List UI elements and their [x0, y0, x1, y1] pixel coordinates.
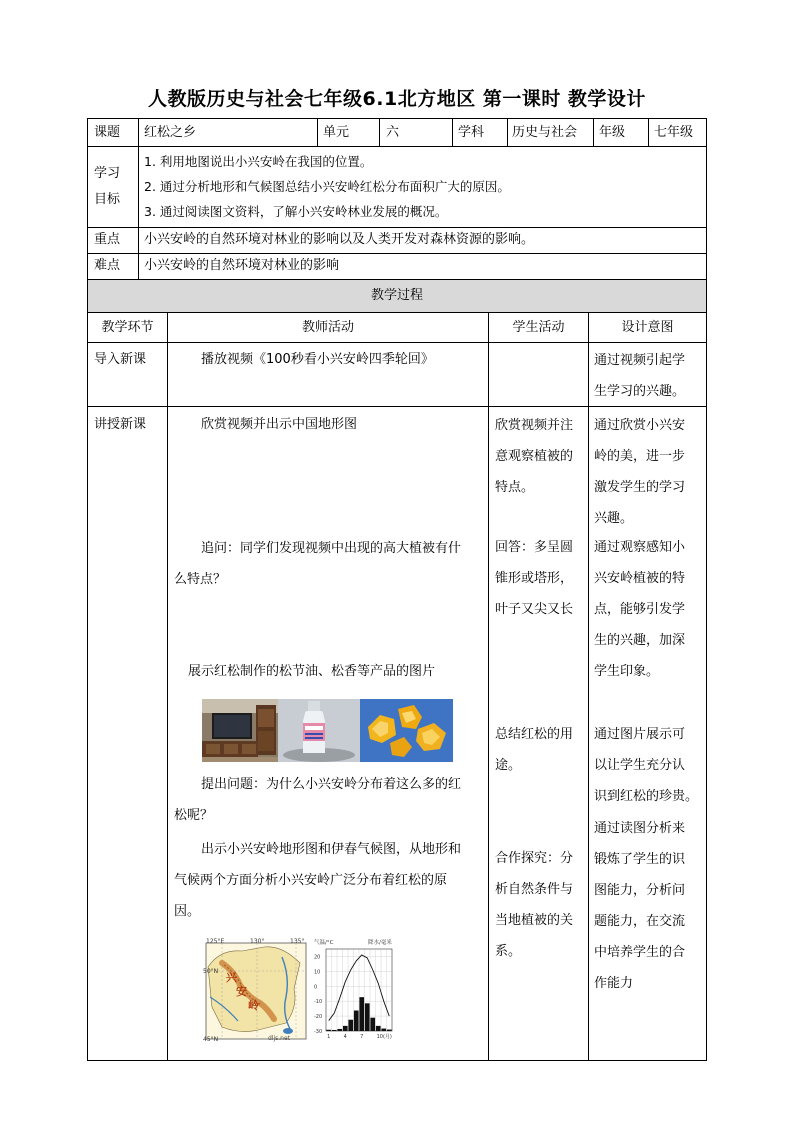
goal-item-2: 2. 通过分析地形和气候图总结小兴安岭红松分布面积广大的原因。: [144, 179, 510, 194]
lon-label-135: 135°: [290, 938, 305, 945]
lecture-teacher-1: 欣赏视频并出示中国地形图: [201, 417, 358, 432]
precip-bar: [370, 1018, 375, 1031]
intro-intent: 通过视频引起学 生学习的兴趣。: [594, 353, 686, 399]
subject-label: 学科: [458, 125, 485, 140]
intro-teacher: 播放视频《100秒看小兴安岭四季轮回》: [201, 352, 434, 367]
student-activity-3: 总结红松的用 途。: [495, 727, 574, 773]
precip-bar: [376, 1026, 381, 1031]
photo-turpentine-bottle: [278, 699, 360, 762]
col-header-intent: 设计意图: [621, 320, 674, 335]
temp-tick-label: -10: [314, 999, 323, 1006]
photo-furniture: [202, 699, 278, 762]
lat-label-45: 45°N: [203, 1036, 219, 1043]
goals-label-1: 学习: [94, 166, 121, 181]
lon-label-125: 125°E: [206, 938, 225, 945]
grade-label: 年级: [599, 125, 626, 140]
photo-rosin: [360, 699, 453, 762]
lecture-teacher-3: 展示红松制作的松节油、松香等产品的图片: [188, 664, 436, 679]
month-tick-label: 4: [343, 1034, 347, 1040]
unit-value: 六: [386, 125, 400, 140]
precip-bar: [343, 1026, 348, 1031]
precip-bar: [348, 1020, 353, 1031]
precip-bar: [337, 1029, 342, 1031]
lecture-teacher-4: 提出问题：为什么小兴安岭分布着这么多的红 松呢？: [174, 777, 462, 823]
precip-unit-label: 降水/毫米: [368, 940, 392, 946]
col-header-student: 学生活动: [512, 320, 565, 335]
intro-stage: 导入新课: [94, 352, 147, 367]
design-intent-1: 通过欣赏小兴安 岭的美，进一步 激发学生的学习 兴趣。: [594, 418, 686, 526]
goal-item-3: 3. 通过阅读图文资料，了解小兴安岭林业发展的概况。: [144, 204, 448, 219]
temp-tick-label: -20: [314, 1014, 323, 1021]
precip-bar: [326, 1030, 331, 1031]
page-title: 人教版历史与社会七年级6.1北方地区 第一课时 教学设计: [148, 88, 646, 110]
precip-bar: [381, 1029, 386, 1031]
difficulty-value: 小兴安岭的自然环境对林业的影响: [144, 258, 340, 273]
design-intent-4: 通过读图分析来 锻炼了学生的识 图能力，分析问 题能力，在交流 中培养学生的合 作能力: [594, 821, 686, 991]
lecture-teacher-5: 出示小兴安岭地形图和伊春气候图，从地形和 气候两个方面分析小兴安岭广泛分布着红松的原 因。: [174, 842, 462, 919]
design-intent-3: 通过图片展示可 以让学生充分认 识到红松的珍贵。: [594, 727, 699, 804]
process-header: 教学过程: [370, 288, 423, 303]
month-tick-label: 7: [360, 1034, 364, 1040]
temp-tick-label: -30: [314, 1029, 323, 1035]
key-point-value: 小兴安岭的自然环境对林业的影响以及人类开发对森林资源的影响。: [144, 232, 535, 247]
precip-bar: [359, 997, 364, 1031]
design-intent-2: 通过观察感知小 兴安岭植被的特 点，能够引发学 生的兴趣，加深 学生印象。: [594, 540, 686, 679]
temp-unit-label: 气温/°C: [314, 940, 334, 946]
place-char-1: 兴: [226, 971, 237, 984]
grade-value: 七年级: [654, 125, 694, 140]
goals-label-2: 目标: [94, 192, 121, 207]
temp-tick-label: 0: [314, 984, 318, 991]
precip-bar: [332, 1030, 337, 1031]
student-activity-2: 回答：多呈圆 锥形或塔形， 叶子又尖又长: [495, 540, 574, 617]
col-header-stage: 教学环节: [101, 320, 154, 335]
month-tick-label: 1: [327, 1034, 331, 1040]
subject-value: 历史与社会: [512, 125, 578, 140]
precip-bar: [387, 1030, 392, 1031]
precip-bar: [365, 1003, 370, 1031]
precip-bar: [354, 1011, 359, 1032]
yichun-climate-chart: [312, 937, 404, 1043]
place-char-3: 岭: [248, 999, 259, 1012]
lecture-stage: 讲授新课: [94, 417, 147, 432]
map-watermark: dljs.net: [268, 1035, 291, 1042]
lon-label-130: 130°: [250, 938, 265, 945]
lat-label-50: 50°N: [203, 968, 219, 975]
temp-tick-label: 10: [314, 969, 321, 976]
student-activity-1: 欣赏视频并注 意观察植被的 特点。: [495, 418, 574, 495]
student-activity-4: 合作探究：分 析自然条件与 当地植被的关 系。: [495, 851, 574, 959]
col-header-teacher: 教师活动: [301, 320, 354, 335]
temp-tick-label: 20: [314, 954, 321, 961]
month-tick-label: 10(月): [376, 1034, 392, 1040]
unit-label: 单元: [323, 125, 350, 140]
key-point-label: 重点: [94, 232, 121, 247]
lecture-teacher-2: 追问：同学们发现视频中出现的高大植被有什 么特点？: [174, 541, 462, 587]
course-label: 课题: [94, 125, 121, 140]
place-char-2: 安: [236, 985, 247, 998]
course-value: 红松之乡: [144, 125, 197, 140]
goal-item-1: 1. 利用地图说出小兴安岭在我国的位置。: [144, 154, 373, 169]
difficulty-label: 难点: [94, 258, 121, 273]
xiaoxinganling-map: [202, 937, 310, 1043]
